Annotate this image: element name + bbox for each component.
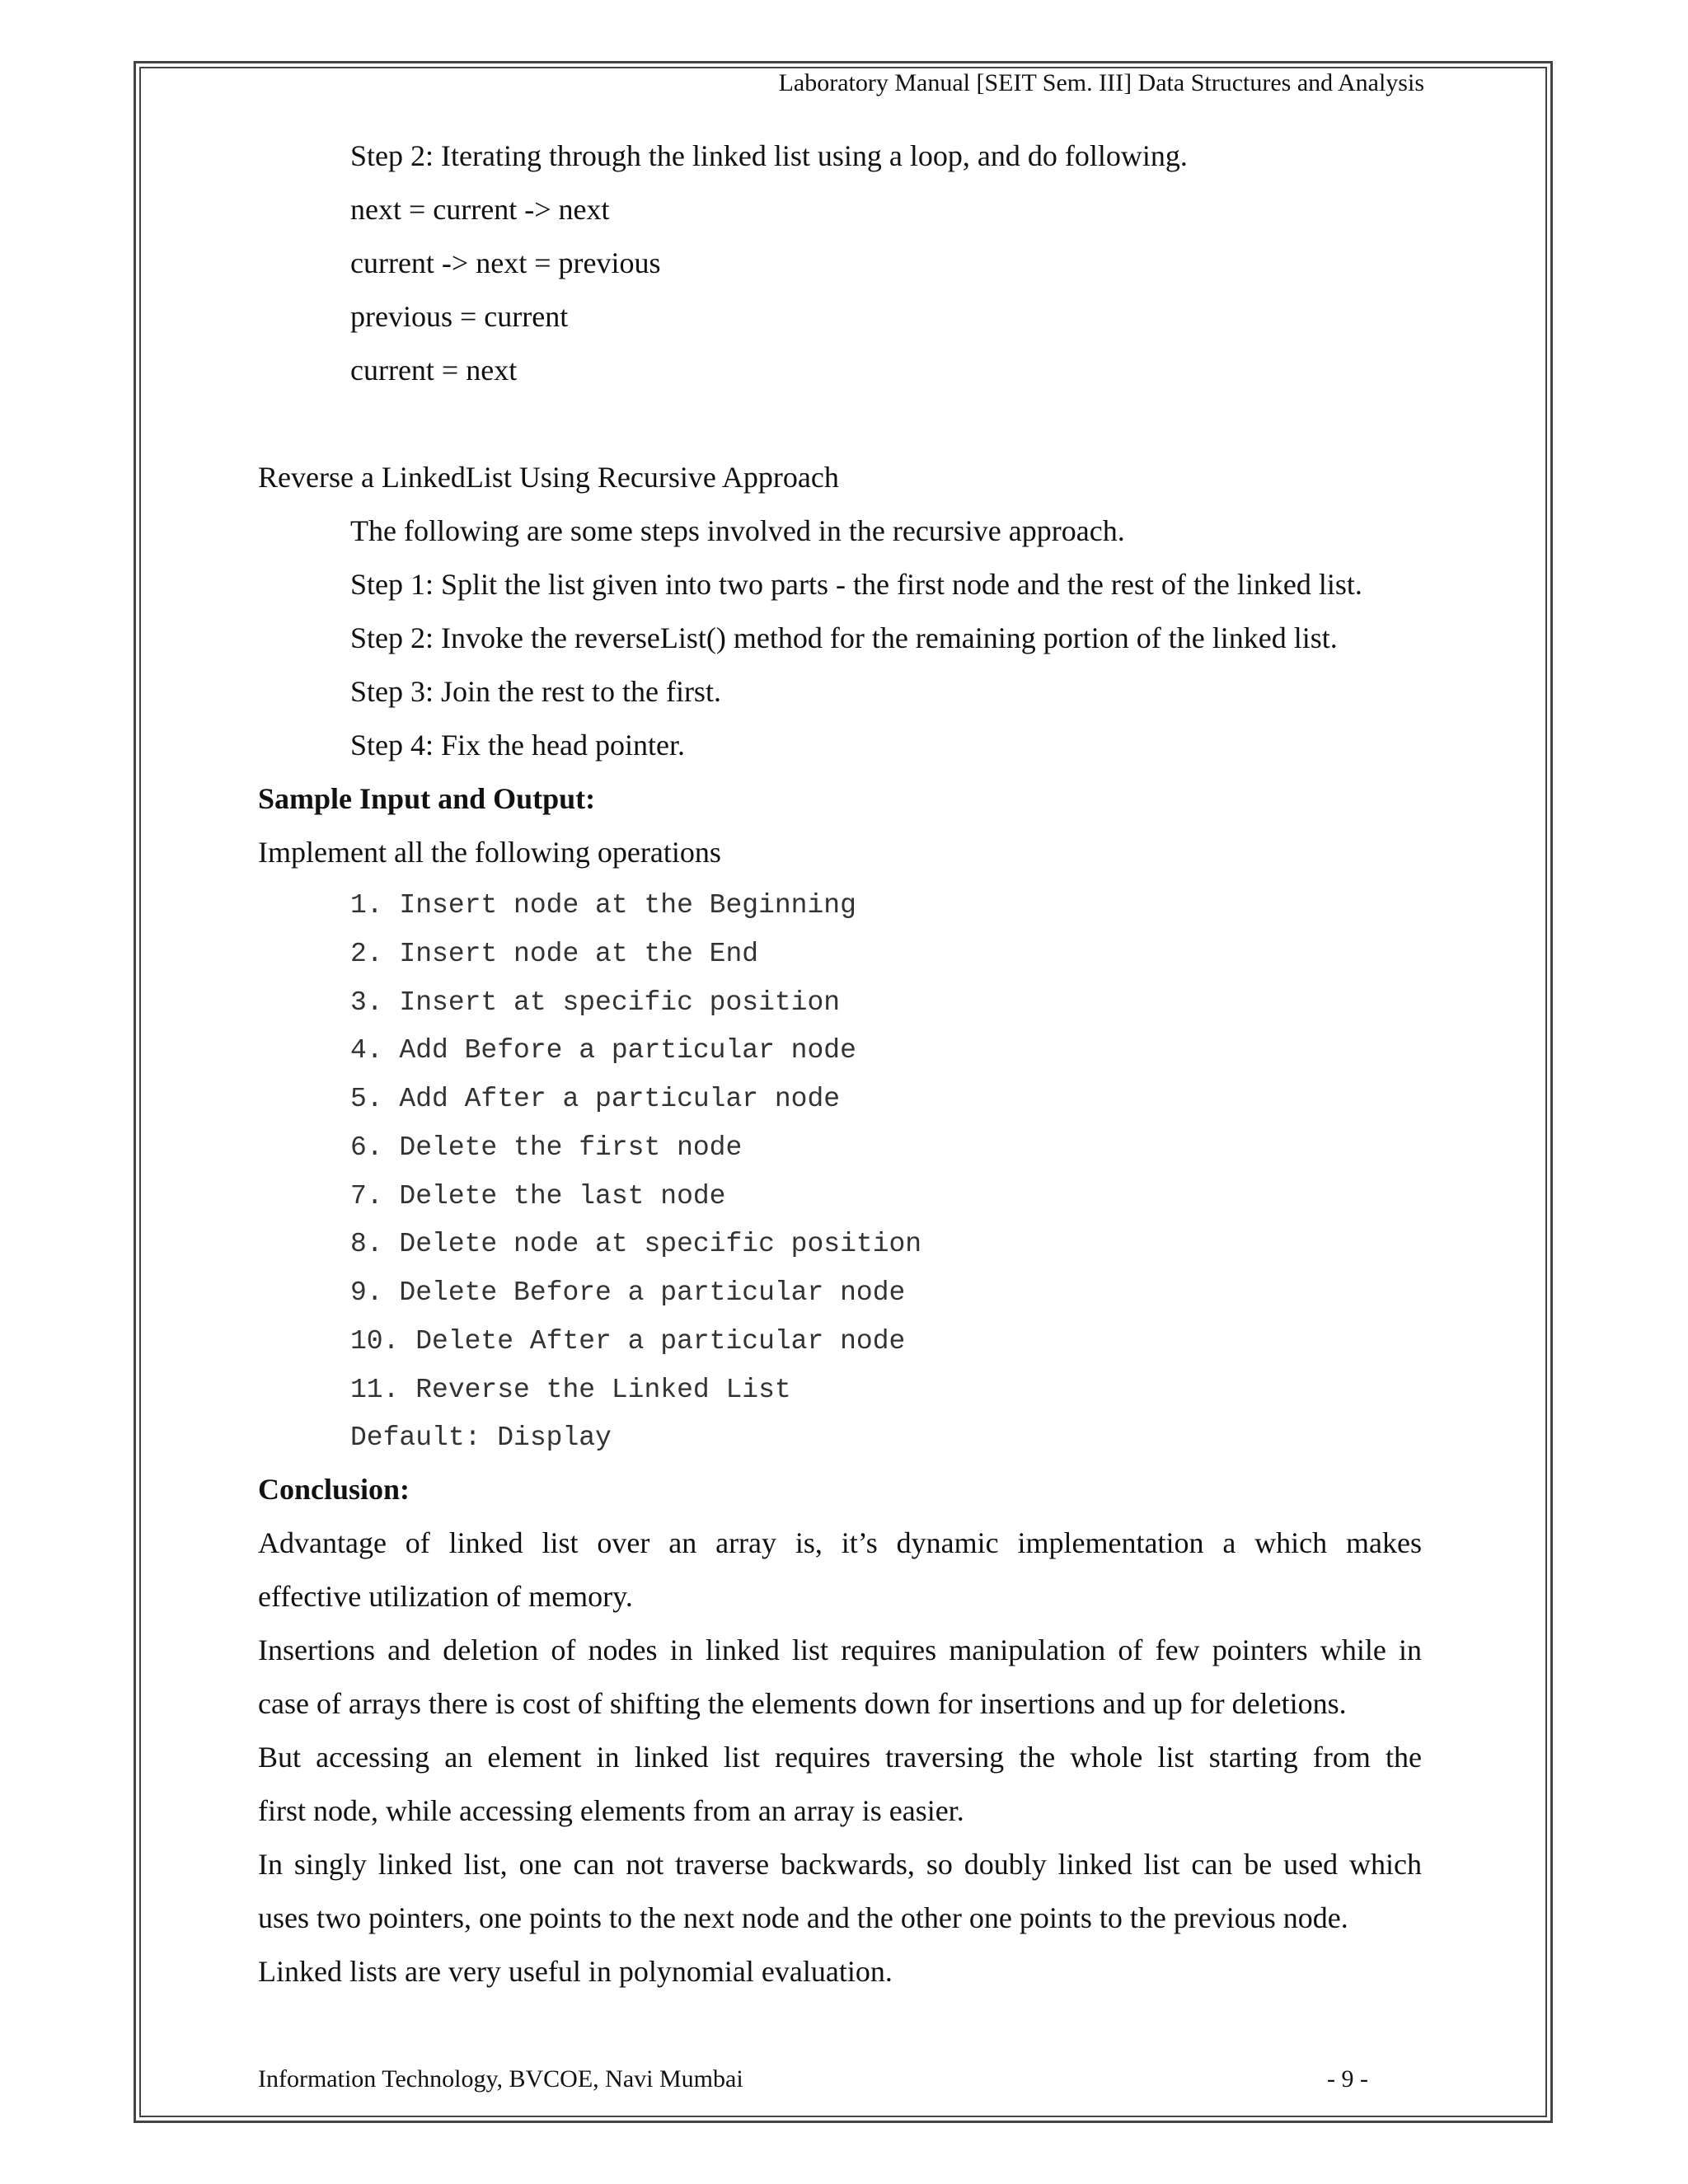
operation-item: 6. Delete the first node [350,1132,743,1163]
conclusion-line-2: effective utilization of memory. [258,1580,633,1613]
recursive-step-4: Step 4: Fix the head pointer. [350,729,685,762]
operation-item: 7. Delete the last node [350,1181,726,1212]
conclusion-line-5: But accessing an element in linked list requires traversing the whole list starting from the [258,1741,1422,1774]
recursive-heading: Reverse a LinkedList Using Recursive Approach [258,461,839,494]
code-line-current: current = next [350,354,518,387]
conclusion-line-8: uses two pointers, one points to the next node and the other one points to the previous node. [258,1901,1348,1934]
code-line-current-next: current -> next = previous [350,246,661,279]
conclusion-line-3: Insertions and deletion of nodes in linked list requires manipulation of few pointers while in [258,1633,1422,1666]
operation-item: 4. Add Before a particular node [350,1035,856,1066]
operation-item: 5. Add After a particular node [350,1084,841,1114]
conclusion-heading: Conclusion: [258,1473,410,1506]
operation-item: 9. Delete Before a particular node [350,1277,906,1308]
operation-item: 1. Insert node at the Beginning [350,890,856,921]
conclusion-line-7: In singly linked list, one can not traverse backwards, so doubly linked list can be used which [258,1848,1422,1881]
operation-default: Default: Display [350,1422,612,1453]
recursive-step-2: Step 2: Invoke the reverseList() method for the remaining portion of the linked list. [350,621,1338,654]
operation-item: 2. Insert node at the End [350,939,759,969]
conclusion-line-9: Linked lists are very useful in polynomial evaluation. [258,1955,893,1988]
operation-item: 11. Reverse the Linked List [350,1375,791,1405]
recursive-intro: The following are some steps involved in the recursive approach. [350,514,1125,547]
page-number: - 9 - [1327,2065,1368,2093]
recursive-step-3: Step 3: Join the rest to the first. [350,675,721,708]
operation-item: 3. Insert at specific position [350,987,841,1018]
operation-item: 8. Delete node at specific position [350,1229,922,1259]
conclusion-line-1: Advantage of linked list over an array is, it’s dynamic implementation a which makes [258,1526,1422,1559]
recursive-step-1: Step 1: Split the list given into two parts - the first node and the rest of the linked list. [350,568,1362,601]
conclusion-line-6: first node, while accessing elements from an array is easier. [258,1794,964,1827]
page-header: Laboratory Manual [SEIT Sem. III] Data Structures and Analysis [778,69,1424,96]
sample-heading: Sample Input and Output: [258,782,596,815]
code-line-next: next = current -> next [350,193,610,226]
conclusion-line-4: case of arrays there is cost of shifting the elements down for insertions and up for deletions. [258,1687,1347,1720]
iterative-step-2: Step 2: Iterating through the linked list using a loop, and do following. [350,139,1188,172]
code-line-previous: previous = current [350,300,569,333]
sample-intro: Implement all the following operations [258,836,721,869]
footer-institution: Information Technology, BVCOE, Navi Mumbai [258,2065,743,2093]
operation-item: 10. Delete After a particular node [350,1326,906,1357]
